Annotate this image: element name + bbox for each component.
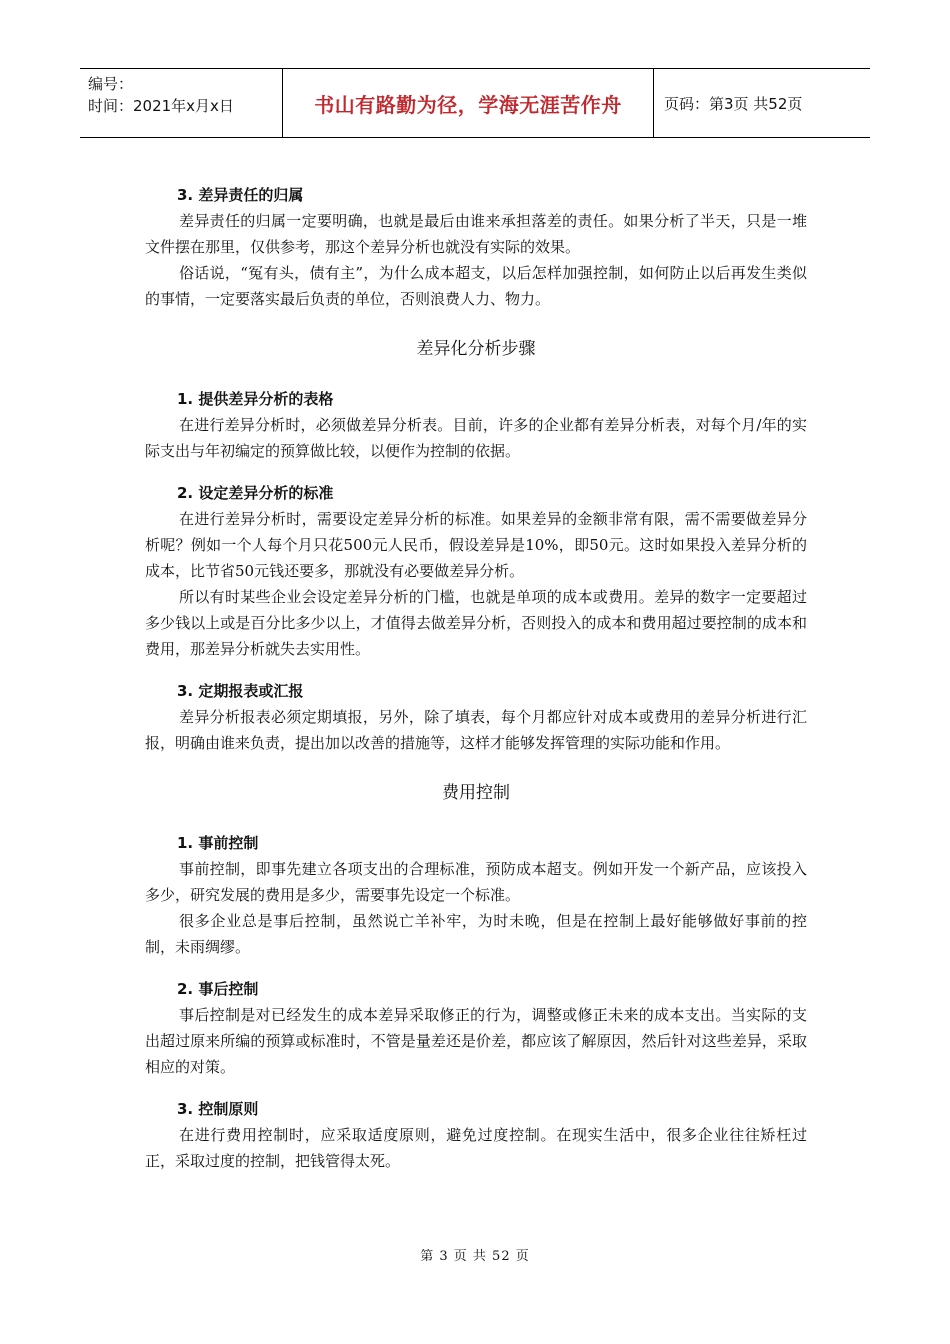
page-footer: 第 3 页 共 52 页 xyxy=(420,1249,530,1264)
header-motto-cell xyxy=(282,69,654,137)
subheading: 2. 设定差异分析的标准 xyxy=(177,484,334,502)
subheading: 3. 控制原则 xyxy=(177,1100,259,1118)
paragraph: 在进行费用控制时，应采取适度原则，避免过度控制。在现实生活中，很多企业往往矫枉过正，采取过度的控制，把钱管得太死。 xyxy=(145,1126,807,1170)
document-time-label: 时间：2021年x月x日 xyxy=(88,97,234,115)
subheading: 1. 事前控制 xyxy=(177,834,259,852)
subheading: 2. 事后控制 xyxy=(177,980,259,998)
paragraph: 俗话说，“冤有头，债有主”，为什么成本超支，以后怎样加强控制，如何防止以后再发生类似的事情，一定要落实最后负责的单位，否则浪费人力、物力。 xyxy=(145,264,807,308)
paragraph: 在进行差异分析时，需要设定差异分析的标准。如果差异的金额非常有限，需不需要做差异分析呢？例如一个人每个月只花500元人民币，假设差异是10%，即50元。这时如果投入差异分析的成本，比节省50元钱还要多，那就没有必要做差异分析。 xyxy=(145,510,807,580)
document-body xyxy=(145,182,807,1174)
paragraph: 很多企业总是事后控制，虽然说亡羊补牢，为时未晚，但是在控制上最好能够做好事前的控制，未雨绸缪。 xyxy=(145,912,807,956)
section-heading: 差异化分析步骤 xyxy=(416,339,536,359)
section-heading: 费用控制 xyxy=(442,783,510,803)
paragraph: 所以有时某些企业会设定差异分析的门槛，也就是单项的成本或费用。差异的数字一定要超过多少钱以上或是百分比多少以上，才值得去做差异分析，否则投入的成本和费用超过要控制的成本和费用，那差异分析就失去实用性。 xyxy=(145,588,807,658)
header-meta xyxy=(80,69,282,137)
paragraph: 在进行差异分析时，必须做差异分析表。目前，许多的企业都有差异分析表，对每个月/年的实际支出与年初编定的预算做比较，以便作为控制的依据。 xyxy=(145,416,807,460)
paragraph: 事后控制是对已经发生的成本差异采取修正的行为，调整或修正未来的成本支出。当实际的支出超过原来所编的预算或标准时，不管是量差还是价差，都应该了解原因，然后针对这些差异，采取相应的对策。 xyxy=(145,1006,807,1076)
header-page-info: 页码：第3页 共52页 xyxy=(664,94,803,113)
paragraph: 差异责任的归属一定要明确，也就是最后由谁来承担落差的责任。如果分析了半天，只是一堆文件摆在那里，仅供参考，那这个差异分析也就没有实际的效果。 xyxy=(145,212,807,256)
subheading: 1. 提供差异分析的表格 xyxy=(177,390,334,408)
subheading: 3. 定期报表或汇报 xyxy=(177,682,304,700)
document-number-label: 编号： xyxy=(88,75,134,93)
page-header xyxy=(80,68,870,138)
subheading: 3. 差异责任的归属 xyxy=(177,186,304,204)
paragraph: 事前控制，即事先建立各项支出的合理标准，预防成本超支。例如开发一个新产品，应该投入多少，研究发展的费用是多少，需要事先设定一个标准。 xyxy=(145,860,807,904)
paragraph: 差异分析报表必须定期填报，另外，除了填表，每个月都应针对成本或费用的差异分析进行汇报，明确由谁来负责，提出加以改善的措施等，这样才能够发挥管理的实际功能和作用。 xyxy=(145,708,807,752)
header-motto: 书山有路勤为径，学海无涯苦作舟 xyxy=(314,92,622,117)
